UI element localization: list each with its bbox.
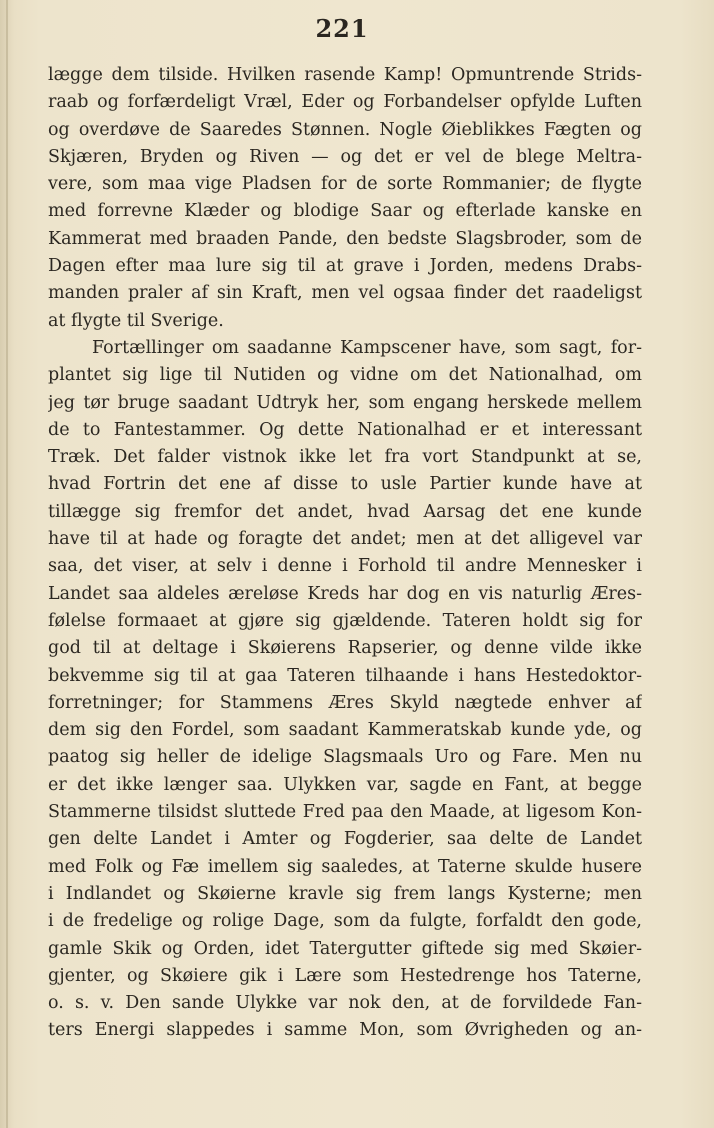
page-number: 221: [315, 14, 369, 43]
text-line: gjenter, og Skøiere gik i Lære som Hestedrenge hos Taterne,: [48, 965, 642, 986]
text-line: i de fredelige og rolige Dage, som da fulgte, forfaldt den gode,: [48, 911, 642, 932]
text-line: Skjæren, Bryden og Riven — og det er vel de blege Meltra-: [48, 146, 642, 167]
text-line: saa, det viser, at selv i denne i Forhold til andre Mennesker i: [48, 556, 642, 577]
text-line: de to Fantestammer. Og dette Nationalhad er et interessant: [48, 419, 642, 440]
text-line: lægge dem tilside. Hvilken rasende Kamp! Opmuntrende Strids-: [48, 65, 642, 85]
text-line: Fortællinger om saadanne Kampscener have, som sagt, for-: [92, 337, 642, 358]
text-line: Stammerne tilsidst sluttede Fred paa den Maade, at ligesom Kon-: [48, 802, 642, 823]
text-line: gen delte Landet i Amter og Fogderier, saa delte de Landet: [48, 829, 642, 850]
text-line: manden praler af sin Kraft, men vel ogsaa finder det raadeligst: [48, 283, 642, 304]
text-line: at flygte til Sverige.: [48, 310, 224, 331]
text-line: Landet saa aldeles æreløse Kreds har dog en vis naturlig Æres-: [48, 583, 642, 604]
text-line: raab og forfærdeligt Vræl, Eder og Forbandelser opfylde Luften: [48, 92, 642, 113]
text-line: jeg tør bruge saadant Udtryk her, som engang herskede mellem: [48, 392, 642, 413]
text-line: tillægge sig fremfor det andet, hvad Aarsag det ene kunde: [48, 501, 642, 522]
body-text: [48, 62, 642, 1045]
text-line: gamle Skik og Orden, idet Tatergutter giftede sig med Skøier-: [48, 938, 642, 959]
text-line: Kammerat med braaden Pande, den bedste Slagsbroder, som de: [48, 228, 642, 249]
text-line: god til at deltage i Skøierens Rapserier, og denne vilde ikke: [48, 638, 642, 659]
text-line: vere, som maa vige Pladsen for de sorte Rommanier; de flygte: [48, 174, 642, 195]
text-line: paatog sig heller de idelige Slagsmaals Uro og Fare. Men nu: [48, 747, 642, 768]
text-line: Dagen efter maa lure sig til at grave i Jorden, medens Drabs-: [48, 256, 642, 277]
text-line: o. s. v. Den sande Ulykke var nok den, at de forvildede Fan-: [48, 993, 642, 1014]
text-line: er det ikke længer saa. Ulykken var, sagde en Fant, at begge: [48, 774, 642, 795]
page-spine-edge: [6, 0, 8, 1128]
text-line: plantet sig lige til Nutiden og vidne om det Nationalhad, om: [48, 365, 642, 386]
text-line: følelse formaaet at gjøre sig gjældende. Tateren holdt sig for: [48, 610, 642, 631]
text-line: dem sig den Fordel, som saadant Kammeratskab kunde yde, og: [48, 720, 642, 741]
text-line: med forrevne Klæder og blodige Saar og efterlade kanske en: [48, 201, 642, 222]
text-line: med Folk og Fæ imellem sig saaledes, at Taterne skulde husere: [48, 856, 642, 877]
text-line: hvad Fortrin det ene af disse to usle Partier kunde have at: [48, 474, 642, 495]
text-line: Træk. Det falder vistnok ikke let fra vort Standpunkt at se,: [48, 447, 642, 468]
text-line: forretninger; for Stammens Æres Skyld nægtede enhver af: [48, 692, 642, 713]
text-line: ters Energi slappedes i samme Mon, som Øvrigheden og an-: [48, 1020, 642, 1041]
text-line: og overdøve de Saaredes Stønnen. Nogle Øieblikkes Fægten og: [48, 119, 642, 140]
text-line: have til at hade og foragte det andet; men at det alligevel var: [48, 529, 642, 550]
text-line: i Indlandet og Skøierne kravle sig frem langs Kysterne; men: [48, 883, 642, 904]
text-line: bekvemme sig til at gaa Tateren tilhaande i hans Hestedoktor-: [48, 665, 642, 686]
